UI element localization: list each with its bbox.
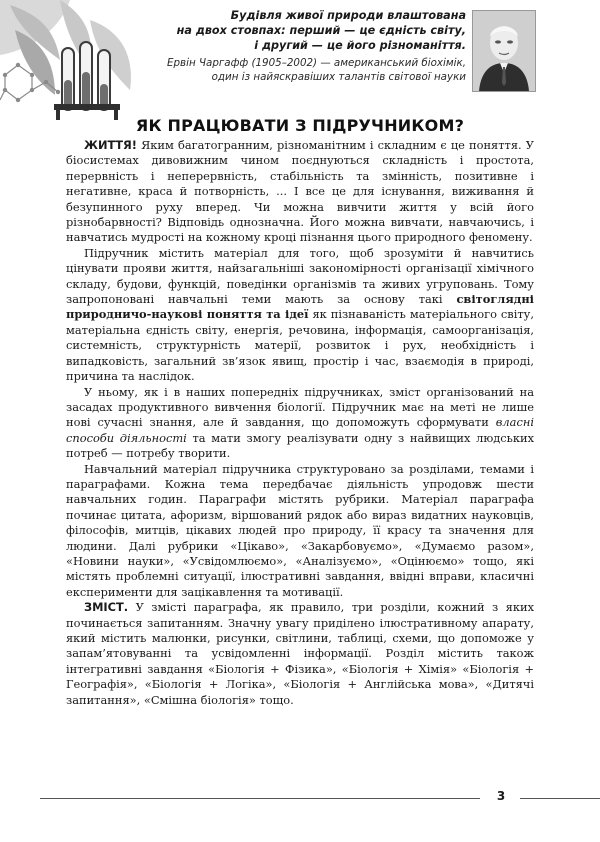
paragraph-text: У ньому, як і в наших попередніх підручниках, зміст організований на засадах продуктивного вивчення біології. Підручник має на меті не лише нові сучасні знання, але й завдання, що допоможуть сформувати xyxy=(66,384,534,430)
paragraph-approach xyxy=(66,385,534,462)
paragraph-text: як пізнаваність матеріального світу, матеріальна єдність світу, енергія, речовина, інформація, самоорганізація, системність, структурність матерії, розвиток і рух, необхідність і випадковість, загальний зв’язок явищ, простір і час, взаємодія в природі, причина та наслідок. xyxy=(66,307,534,384)
paragraph-content xyxy=(66,600,534,708)
paragraph-text: Підручник містить матеріал для того, щоб зрозуміти й навчитись цінувати прояви життя, найзагальніші закономірності організації хімічного складу, будови, функцій, поведінки організмів та живих угруповань. Тому запропоновані навчальні теми мають за основу такі xyxy=(66,245,534,307)
paragraph-life xyxy=(66,138,534,246)
biology-decoration-icon xyxy=(0,0,150,125)
epigraph-author-line: Ервін Чаргафф (1905–2002) — американський біохімік, xyxy=(166,57,466,69)
epigraph-author-line: один із найяскравіших талантів світової науки xyxy=(211,71,466,83)
epigraph-quote xyxy=(150,8,466,53)
paragraph-bold-term: світоглядні природничо-наукові поняття та ідеї xyxy=(66,292,534,322)
paragraph-lead: ЗМІСТ. xyxy=(84,600,129,615)
portrait-photo-icon xyxy=(473,11,535,91)
paragraph-lead: ЖИТТЯ! xyxy=(84,138,137,152)
epigraph-quote-line: Будівля живої природи влаштована xyxy=(230,9,466,22)
footer-divider xyxy=(40,798,480,799)
epigraph-quote-line: на двох стовпах: перший — це єдність світу, xyxy=(176,24,466,37)
main-text xyxy=(66,138,534,708)
footer-divider xyxy=(520,798,600,799)
epigraph-quote-line: і другий — це його різноманіття. xyxy=(254,39,466,52)
paragraph-text: У змісті параграфа, як правило, три розділи, кожний з яких починається запитанням. Значну увагу приділено ілюстративному апарату, який містить малюнки, рисунки, світлини, таблиці, схеми, що допоможе у запам’ятовуванні та усвідомленні інформації. Розділ містить також інтегративні завдання «Біологія + Фізика», «Біологія + Хімія» «Біологія + Географія», «Біологія + Логіка», «Біологія + Англійська мова», «Дитячі запитання», «Смішна біологія» тощо. xyxy=(66,600,534,707)
paragraph-italic-term: власні способи діяльності xyxy=(66,415,534,445)
epigraph xyxy=(150,8,466,84)
paragraph-text: Яким багатогранним, різноманітним і складним є це поняття. У біосистемах дивовижним чином поєднуються складність і простота, перервність і неперервність, стабільність та змінність, позитивне і негативне, краса й потворність, ... І все це для існування, виживання й безупинного руху вперед. Чи можна вивчити життя у всій його різнобарвності? Відповідь однозначна. Його можна вивчати, навчаючись, і навчатись мудрості на кожному кроці пізнання цього природного феномену. xyxy=(66,138,534,245)
paragraph-text: Навчальний матеріал підручника структуровано за розділами, темами і параграфами. Кожна тема передбачає діяльність упродовж шести навчальних годин. Параграфи містять рубрики. Матеріал параграфа починає цитата, афоризм, віршований рядок або вираз видатних науковців, філософів, митців, цікавих людей про природу, її красу та значення для людини. Далі рубрики «Цікаво», «Закарбовуємо», «Думаємо разом», «Новини науки», «Усвідомлюємо», «Аналізуємо», «Оцінюємо» тощо, які містять проблемні ситуації, ілюстративні завдання, ввідні вправи, класичні експерименти для зацікавлення та мотивації. xyxy=(66,461,534,599)
paragraph-textbook xyxy=(66,246,534,385)
paragraph-text: та мати змогу реалізувати одну з найвищих людських потреб — потребу творити. xyxy=(66,430,535,461)
author-portrait xyxy=(472,10,536,92)
epigraph-author xyxy=(150,56,466,84)
paragraph-structure xyxy=(66,462,534,601)
page-number: 3 xyxy=(496,789,506,803)
page-title: ЯК ПРАЦЮВАТИ З ПІДРУЧНИКОМ? xyxy=(135,116,465,135)
